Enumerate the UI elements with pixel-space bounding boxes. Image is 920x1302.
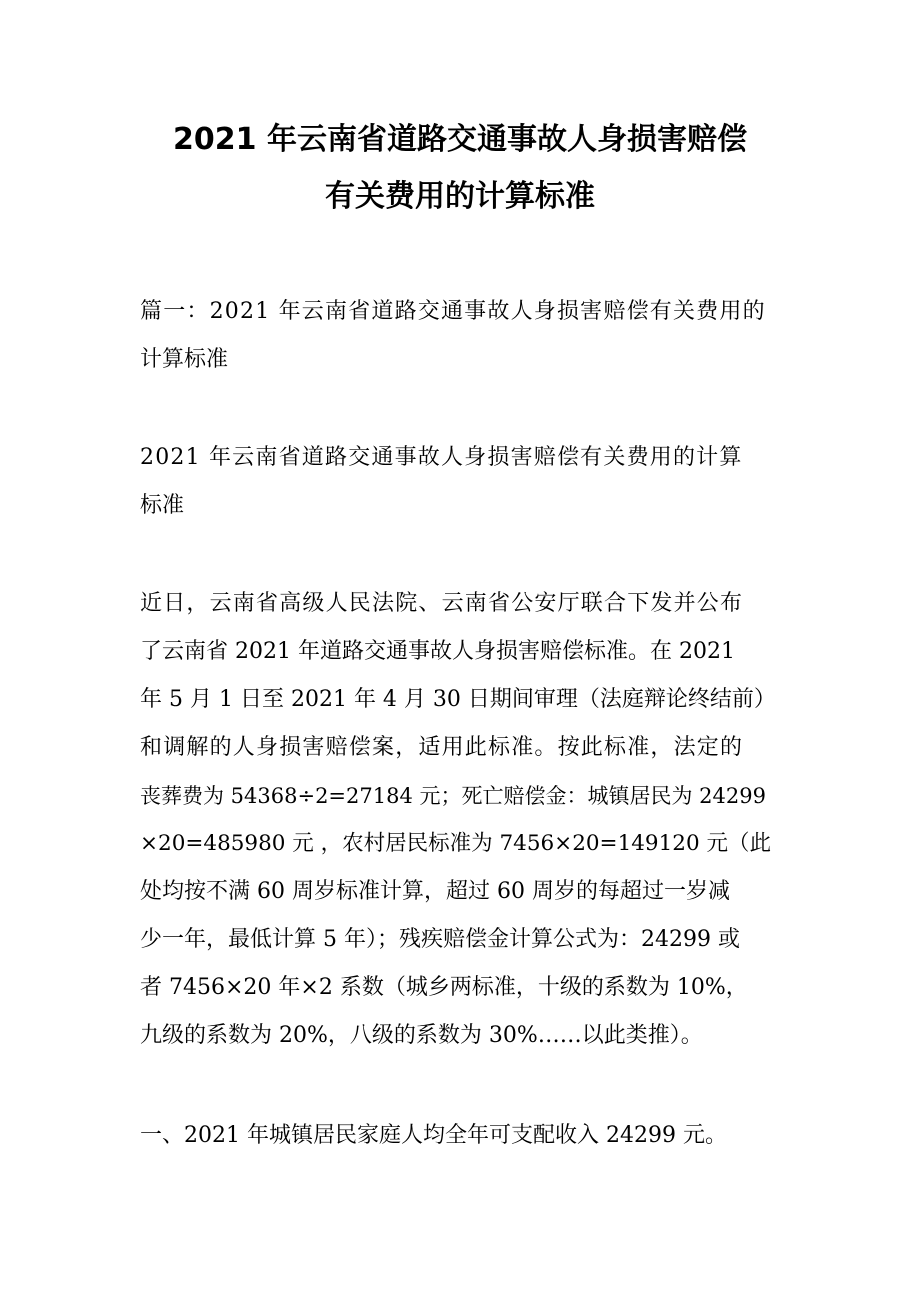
body-line: 丧葬费为 54368÷2=27184 元；死亡赔偿金：城镇居民为 24299 bbox=[140, 784, 766, 808]
body-line: 了云南省 2021 年道路交通事故人身损害赔偿标准。在 2021 bbox=[140, 639, 735, 664]
article-subtitle bbox=[140, 444, 780, 520]
body-line: 处均按不满 60 周岁标准计算，超过 60 周岁的每超过一岁减 bbox=[140, 879, 730, 904]
body-line: 近日，云南省高级人民法院、云南省公安厅联合下发并公布 bbox=[140, 591, 744, 616]
article-subtitle-line: 2021 年云南省道路交通事故人身损害赔偿有关费用的计算 bbox=[140, 445, 743, 470]
document-title-line-2: 有关费用的计算标准 bbox=[325, 179, 595, 214]
body-line: 年 5 月 1 日至 2021 年 4 月 30 日期间审理（法庭辩论终结前） bbox=[140, 687, 776, 712]
body-line: ×20=485980 元 ，农村居民标准为 7456×20=149120 元（此 bbox=[140, 831, 771, 856]
section-heading bbox=[140, 298, 780, 374]
article-subtitle-line: 标准 bbox=[140, 493, 185, 518]
body-line: 少一年，最低计算 5 年）；残疾赔偿金计算公式为：24299 或 bbox=[140, 927, 740, 952]
section-heading-line: 计算标准 bbox=[140, 347, 229, 372]
document-title-line-1: 2021 年云南省道路交通事故人身损害赔偿 bbox=[173, 122, 747, 157]
body-line: 九级的系数为 20%，八级的系数为 30%……以此类推）。 bbox=[140, 1023, 703, 1048]
body-line: 和调解的人身损害赔偿案，适用此标准。按此标准，法定的 bbox=[140, 735, 744, 760]
body-line: 者 7456×20 年×2 系数（城乡两标准，十级的系数为 10%， bbox=[140, 975, 748, 1000]
list-item-text: 一、2021 年城镇居民家庭人均全年可支配收入 24299 元。 bbox=[140, 1123, 727, 1148]
list-item bbox=[140, 1122, 780, 1150]
section-heading-line: 篇一：2021 年云南省道路交通事故人身损害赔偿有关费用的 bbox=[140, 299, 766, 324]
body-paragraph bbox=[140, 590, 780, 1050]
